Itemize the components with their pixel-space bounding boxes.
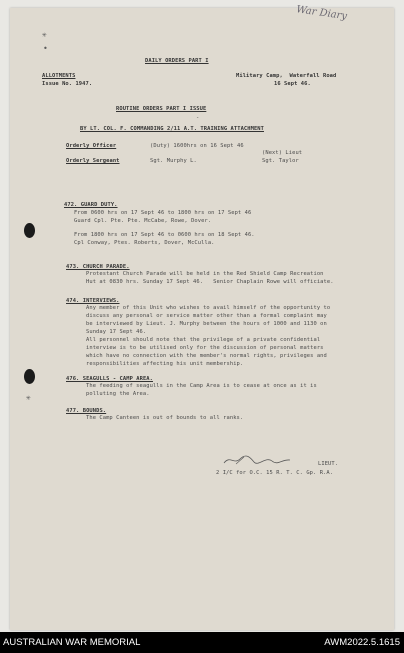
section-line: From 0600 hrs on 17 Sept 46 to 1800 hrs on 17 Sept 46	[74, 210, 252, 216]
header-right-line-2: 16 Sept 46.	[274, 81, 311, 87]
duty-row-right: (Next) Lieut	[262, 150, 303, 156]
binder-hole-icon	[24, 223, 35, 238]
signature-line: 2 I/C for O.C. 15 R. T. C. Gp. R.A.	[216, 470, 334, 476]
section-line: The Camp Canteen is out of bounds to all ranks.	[86, 415, 244, 421]
section-line: Hut at 0830 hrs. Sunday 17 Sept 46. Senior Chaplain Rowe will officiate.	[86, 279, 334, 285]
duty-row-label: Orderly Sergeant	[66, 158, 120, 164]
section-line: From 1800 hrs on 17 Sept 46 to 0600 hrs on 18 Sept 46.	[74, 232, 255, 238]
section-heading: 474. INTERVIEWS.	[66, 298, 120, 304]
footer-left: AUSTRALIAN WAR MEMORIAL	[3, 637, 141, 648]
handwritten-annotation: War Diary	[295, 4, 348, 23]
section-line: polluting the Area.	[86, 391, 150, 397]
section-line: interview is to be utilised only for the discussion of personal matters	[86, 345, 324, 351]
section-line: discuss any personal or service matter other than a formal complaint may	[86, 313, 327, 319]
duty-row-label: Orderly Officer	[66, 143, 117, 149]
section-heading: 477. BOUNDS.	[66, 408, 107, 414]
pin-mark-icon: •	[43, 44, 48, 53]
section-line: Cpl Conway, Ptes. Roberts, Dover, McCulla.	[74, 240, 215, 246]
signature-scribble	[222, 453, 292, 467]
orders-title: ROUTINE ORDERS PART I ISSUE	[116, 106, 207, 112]
section-heading: 473. CHURCH PARADE.	[66, 264, 130, 270]
duty-row-right: Sgt. Taylor	[262, 158, 299, 164]
title-dash: -	[196, 115, 200, 121]
footer-right: AWM2022.5.1615	[324, 637, 400, 648]
section-line: Protestant Church Parade will be held in the Red Shield Camp Recreation	[86, 271, 324, 277]
header-left-line-2: Issue No. 1947.	[42, 81, 93, 87]
duty-row-text: Sgt. Murphy L.	[150, 158, 197, 164]
archive-footer	[0, 632, 404, 653]
section-line: All personnel should note that the privilege of a private confidential	[86, 337, 321, 343]
header-top: DAILY ORDERS PART I	[145, 58, 209, 64]
section-line: be interviewed by Lieut. J. Murphy between the hours of 1000 and 1130 on	[86, 321, 327, 327]
header-right-line-1: Military Camp, Waterfall Road	[236, 73, 337, 79]
section-heading: 476. SEAGULLS - CAMP AREA.	[66, 376, 153, 382]
pin-mark-icon: ✳	[42, 30, 47, 39]
binder-hole-icon	[24, 369, 35, 384]
section-line: Guard Cpl. Pte. Pte. McCabe, Rowe, Dover.	[74, 218, 212, 224]
section-line: The feeding of seagulls in the Camp Area is to cease at once as it is	[86, 383, 317, 389]
header-left-line-1: ALLOTMENTS	[42, 73, 76, 79]
signature-rank: LIEUT.	[318, 461, 339, 467]
section-heading: 472. GUARD DUTY.	[64, 202, 118, 208]
section-line: responsibilities affecting his unit membership.	[86, 361, 244, 367]
orders-subtitle: BY LT. COL. F. COMMANDING 2/11 A.T. TRAINING ATTACHMENT	[80, 126, 264, 132]
section-line: Any member of this Unit who wishes to avail himself of the opportunity to	[86, 305, 331, 311]
section-line: which have no connection with the member's normal rights, privileges and	[86, 353, 327, 359]
duty-row-text: (Duty) 1600hrs on 16 Sept 46	[150, 143, 244, 149]
pin-mark-icon: ✳	[26, 393, 31, 402]
section-line: Sunday 17 Sept 46.	[86, 329, 147, 335]
